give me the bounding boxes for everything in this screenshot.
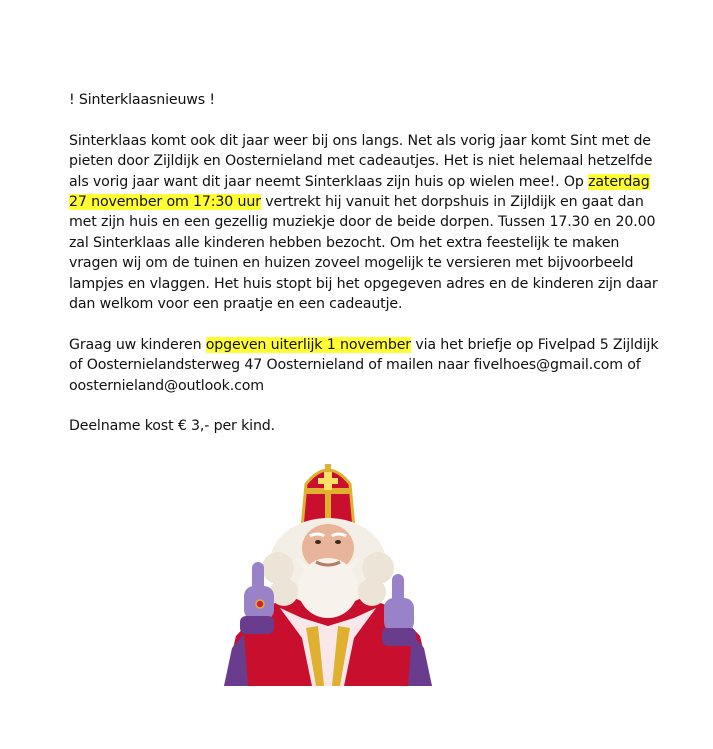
paragraph-text: Graag uw kinderen [69,336,206,353]
document-title: ! Sinterklaasnieuws ! [69,92,215,108]
paragraph-text: vertrekt hij vanuit het dorpshuis in Zijldijk en gaat dan met zijn huis en een gezellig muziekje door de beide dorpen. Tussen 17.30 en 20.00 zal Sinterklaas alle kinderen hebben bezocht. Om het extra feestelijk te maken vragen wij om de tuinen en huizen zoveel mogelijk te versieren met bijvoorbeeld lampjes en vlaggen. Het huis stopt bij het opgegeven adres en de kinderen zijn daar dan welkom voor een praatje en een cadeautje. [69,194,658,313]
highlight-date: zaterdag 27 november om 17:30 uur [69,173,650,211]
paragraph-text: via het briefje op Fivelpad 5 Zijldijk of Oosternielandsterweg 47 Oosternieland of mailen naar fivelhoes@gmail.com of oosternieland@outlook.com [69,336,659,394]
document-body [69,90,659,457]
paragraph-text: Sinterklaas komt ook dit jaar weer bij ons langs. Net als vorig jaar komt Sint met de pieten door Zijldijk en Oosternieland met cadeautjes. Het is niet helemaal hetzelfde als vorig jaar want dit jaar neemt Sinterklaas zijn huis op wielen mee!. Op [69,132,653,190]
paragraph-registration [69,335,659,396]
sinterklaas-image [222,458,434,686]
paragraph-announcement [69,131,659,315]
sinterklaas-illustration [222,458,434,686]
highlight-deadline: opgeven uiterlijk 1 november [205,336,411,353]
paragraph-fee: Deelname kost € 3,- per kind. [69,418,276,435]
